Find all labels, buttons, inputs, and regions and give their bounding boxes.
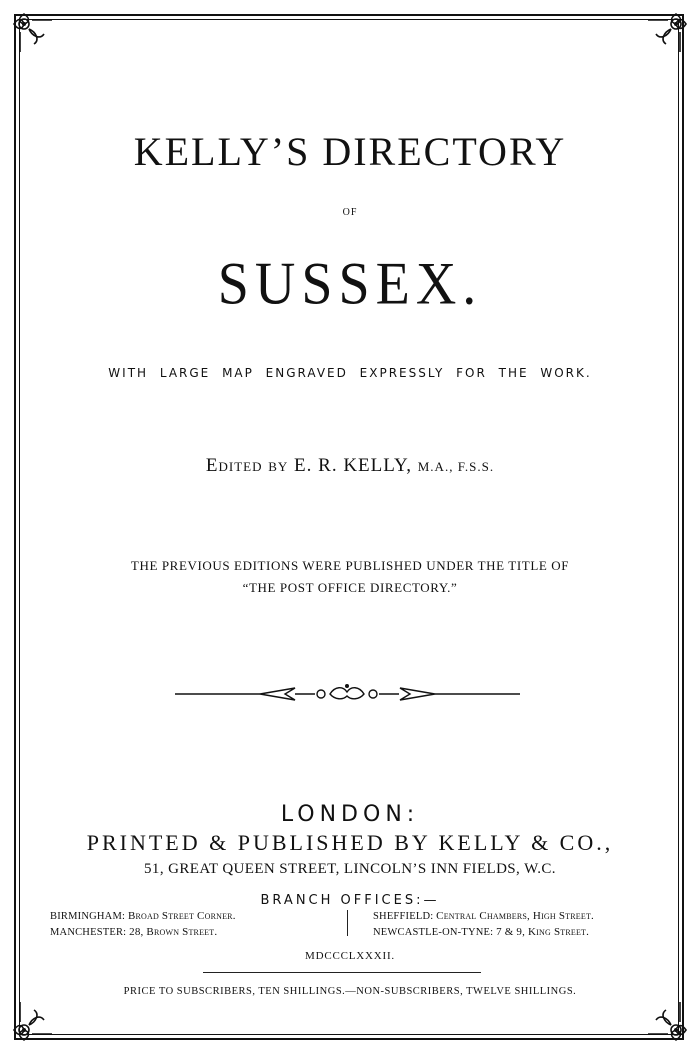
- publisher-line: PRINTED & PUBLISHED BY KELLY & CO.,: [86, 830, 614, 855]
- county-title: SUSSEX.: [217, 250, 483, 318]
- corner-ornament-icon: [12, 12, 56, 56]
- branch-office: [373, 910, 594, 922]
- branch-heading: BRANCH OFFICES:—: [260, 893, 440, 908]
- office-address: Broad Street Corner.: [127, 910, 236, 922]
- previous-title-line: “THE POST OFFICE DIRECTORY.”: [242, 580, 458, 595]
- publication-year: MDCCCLXXXII.: [305, 950, 395, 962]
- previous-editions-line: THE PREVIOUS EDITIONS WERE PUBLISHED UNDER THE TITLE OF: [130, 558, 570, 573]
- office-divider: [347, 910, 348, 936]
- of-word: OF: [342, 207, 358, 218]
- editor-line: [0, 455, 700, 477]
- horizontal-rule: [203, 972, 481, 973]
- directory-title: KELLY’S DIRECTORY: [133, 129, 567, 174]
- publisher-address: 51, GREAT QUEEN STREET, LINCOLN’S INN FIELDS, W.C.: [144, 861, 556, 877]
- price-line: PRICE TO SUBSCRIBERS, TEN SHILLINGS.—NON-SUBSCRIBERS, TWELVE SHILLINGS.: [123, 986, 577, 997]
- edited-prefix: Edited by: [205, 455, 289, 476]
- office-city: MANCHESTER:: [50, 927, 127, 938]
- corner-ornament-icon: [12, 998, 56, 1042]
- office-city: SHEFFIELD:: [373, 911, 434, 922]
- branch-office: [50, 910, 236, 922]
- office-address: 7 & 9, King Street.: [496, 926, 590, 938]
- office-city: BIRMINGHAM:: [50, 911, 126, 922]
- corner-ornament-icon: [644, 12, 688, 56]
- office-city: NEWCASTLE-ON-TYNE:: [373, 927, 494, 938]
- divider-ornament-icon: [175, 680, 520, 704]
- corner-ornament-icon: [644, 998, 688, 1042]
- editor-name: E. R. KELLY,: [294, 455, 412, 476]
- branch-office: [373, 926, 589, 938]
- office-address: 28, Brown Street.: [129, 926, 218, 938]
- editor-degrees: M.A., F.S.S.: [417, 459, 495, 474]
- branch-office: [50, 926, 217, 938]
- map-line: WITH LARGE MAP ENGRAVED EXPRESSLY FOR THE WORK.: [108, 366, 592, 380]
- office-address: Central Chambers, High Street.: [436, 910, 594, 922]
- city-heading: LONDON:: [280, 802, 420, 827]
